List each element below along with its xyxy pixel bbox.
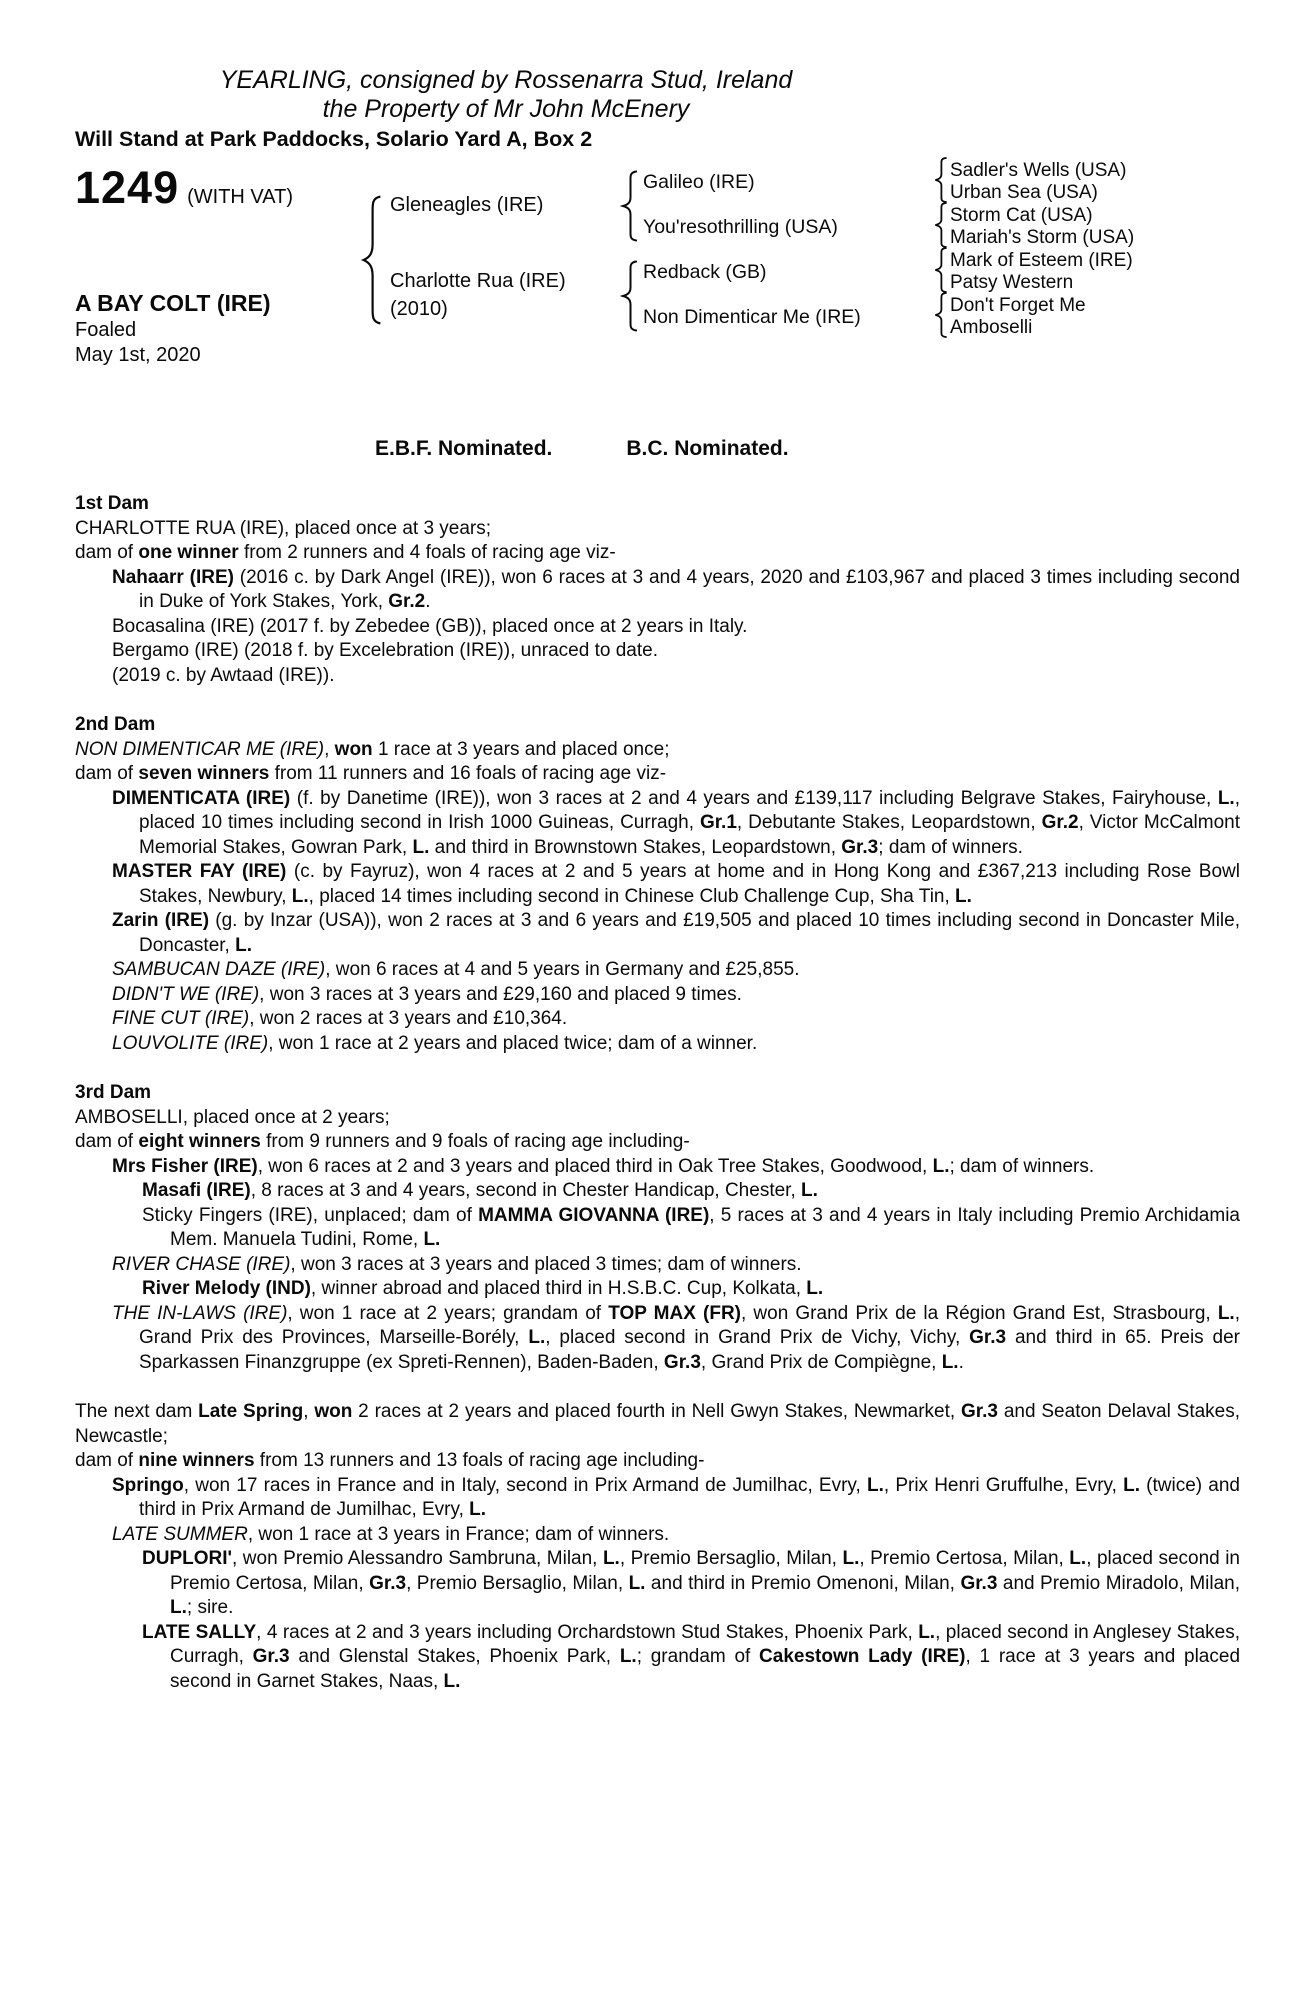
text-run: , placed second in Premio Certosa, Milan, <box>170 1548 1240 1594</box>
catalogue-paragraph <box>75 787 1240 861</box>
text-run: from 11 runners and 16 foals of racing age viz- <box>269 763 667 784</box>
catalogue-paragraph <box>75 541 1240 566</box>
text-run: , winner abroad and placed third in H.S.B.C. Cup, Kolkata, <box>310 1278 807 1299</box>
text-run: Gr.1 <box>699 812 737 833</box>
text-run: ; dam of winners. <box>949 1155 1095 1177</box>
text-run: , Debutante Stakes, Leopardstown, <box>736 812 1042 833</box>
text-run: , Victor McCalmont Memorial Stakes, Gowran Park, <box>139 812 1240 858</box>
text-run: Gr.3 <box>961 1401 999 1422</box>
lot-description: A BAY COLT (IRE) <box>75 290 271 316</box>
pedigree-sire-dam: You'resothrilling (USA) <box>643 216 838 238</box>
text-run: ; grandam of <box>636 1646 760 1667</box>
pedigree-brace <box>620 170 640 242</box>
text-run: . <box>958 1351 964 1373</box>
text-run: L. <box>628 1572 646 1594</box>
catalogue-paragraph <box>75 1007 1240 1032</box>
catalogue-paragraph <box>75 615 1240 640</box>
catalogue-paragraph <box>75 860 1240 909</box>
pedigree-brace <box>933 292 949 338</box>
pedigree-dam: Charlotte Rua (IRE) <box>390 270 566 292</box>
text-run: from 9 runners and 9 foals of racing age including- <box>260 1131 690 1152</box>
text-run: ; sire. <box>186 1597 234 1618</box>
catalogue-paragraph <box>75 1523 1240 1548</box>
text-run: NON DIMENTICAR ME (IRE) <box>75 738 325 760</box>
text-run: MAMMA GIOVANNA (IRE) <box>478 1204 710 1226</box>
catalogue-paragraph <box>75 1130 1240 1155</box>
catalogue-paragraph <box>75 1253 1240 1278</box>
text-run: L. <box>955 885 972 907</box>
text-run: The next dam <box>75 1401 199 1422</box>
pedigree-g3-2: Urban Sea (USA) <box>950 182 1098 203</box>
pedigree-g3-4: Mariah's Storm (USA) <box>950 227 1135 248</box>
bc-nomination: B.C. Nominated. <box>626 437 789 460</box>
text-run: L. <box>918 1621 936 1643</box>
text-run: , won 3 races at 3 years and £29,160 and placed 9 times. <box>259 983 742 1005</box>
text-run: , won 1 race at 2 years and placed twice; dam of a winner. <box>268 1032 758 1054</box>
text-run: (g. by Inzar (USA)), won 2 races at 3 and 6 years and £19,505 and placed 10 times including second in Doncaster Mile, Doncaster, <box>139 910 1240 956</box>
text-run: Cakestown Lady (IRE) <box>759 1646 966 1667</box>
text-run: FINE CUT (IRE) <box>112 1008 250 1029</box>
text-run: Gr.3 <box>252 1646 290 1667</box>
text-run: , <box>324 738 335 760</box>
pedigree-g3-3: Storm Cat (USA) <box>950 205 1093 226</box>
catalogue-paragraph <box>75 1302 1240 1376</box>
text-run: L. <box>932 1155 950 1177</box>
stand-location: Will Stand at Park Paddocks, Solario Yard A, Box 2 <box>75 127 593 151</box>
text-run: River Melody (IND) <box>142 1278 311 1299</box>
text-run: from 13 runners and 13 foals of racing age including- <box>254 1450 705 1471</box>
catalogue-paragraph <box>75 1400 1240 1449</box>
text-run: dam of <box>75 763 139 784</box>
text-run: LOUVOLITE (IRE) <box>112 1032 269 1054</box>
text-run: , won 3 races at 3 years and placed 3 times; dam of winners. <box>290 1253 802 1275</box>
text-run: TOP MAX (FR) <box>608 1302 742 1324</box>
text-run: Gr.2 <box>1041 812 1079 833</box>
text-run: , won 2 races at 3 years and £10,364. <box>249 1008 568 1029</box>
text-run: L. <box>235 934 252 956</box>
dam-section <box>75 492 1240 688</box>
text-run: , won 17 races in France and in Italy, second in Prix Armand de Jumilhac, Evry, <box>183 1474 867 1496</box>
text-run: SAMBUCAN DAZE (IRE) <box>112 959 326 980</box>
text-run: and Seaton Delaval Stakes, Newcastle; <box>75 1401 1241 1447</box>
text-run: Zarin (IRE) <box>112 910 210 931</box>
text-run: Gr.3 <box>663 1351 701 1373</box>
pedigree-g3-8: Amboselli <box>950 317 1033 338</box>
text-run: Gr.2 <box>388 591 426 612</box>
dam-section-heading: 1st Dam <box>75 493 149 514</box>
text-run: and Premio Miradolo, Milan, <box>997 1572 1241 1594</box>
pedigree-dam-dam: Non Dimenticar Me (IRE) <box>643 306 861 328</box>
text-run: , placed 14 times including second in Chinese Club Challenge Cup, Sha Tin, <box>308 885 956 907</box>
text-run: , Prix Henri Gruffulhe, Evry, <box>883 1474 1124 1496</box>
text-run: (c. by Fayruz), won 4 races at 2 and 5 years at home and in Hong Kong and £367,213 including Rose Bowl Stakes, Newbury, <box>139 861 1240 907</box>
catalogue-paragraph <box>75 1547 1240 1621</box>
text-run: Nahaarr (IRE) <box>112 566 234 588</box>
catalogue-paragraph <box>75 1204 1240 1253</box>
text-run: LATE SUMMER <box>112 1523 248 1545</box>
text-run: RIVER CHASE (IRE) <box>112 1253 291 1275</box>
text-run: Late Spring <box>198 1401 304 1422</box>
text-run: Masafi (IRE) <box>142 1180 251 1201</box>
text-run: L. <box>170 1597 187 1618</box>
text-run: , Premio Bersaglio, Milan, <box>619 1548 843 1569</box>
text-run: , won 1 race at 2 years; grandam of <box>287 1302 609 1324</box>
text-run: , won 6 races at 4 and 5 years in Germany and £25,855. <box>325 959 800 980</box>
text-run: eight winners <box>138 1131 261 1152</box>
lot-line <box>75 162 293 214</box>
pedigree-chart <box>75 152 1245 380</box>
text-run: dam of <box>75 1450 139 1471</box>
pedigree-sire-sire: Galileo (IRE) <box>643 171 755 193</box>
dam-section-heading: 2nd Dam <box>75 714 156 735</box>
nominations-row <box>375 436 1314 462</box>
catalogue-paragraph <box>75 517 1240 542</box>
text-run: L. <box>423 1229 441 1250</box>
text-run: L. <box>412 836 430 858</box>
text-run: , won 6 races at 2 and 3 years and placed third in Oak Tree Stakes, Goodwood, <box>257 1155 933 1177</box>
text-run: L. <box>1217 1302 1235 1324</box>
text-run: and third in Brownstown Stakes, Leopardstown, <box>429 836 842 858</box>
text-run: L. <box>806 1278 824 1299</box>
text-run: , Premio Certosa, Milan, <box>859 1548 1070 1569</box>
text-run: L. <box>602 1548 620 1569</box>
text-run: , won Premio Alessandro Sambruna, Milan, <box>232 1548 603 1569</box>
text-run: AMBOSELLI, placed once at 2 years; <box>75 1106 390 1128</box>
text-run: CHARLOTTE RUA (IRE), placed once at 3 years; <box>75 517 492 539</box>
ebf-nomination: E.B.F. Nominated. <box>375 437 553 460</box>
text-run: (2016 c. by Dark Angel (IRE)), won 6 races at 3 and 4 years, 2020 and £103,967 and placed 3 times including second in Duke of York Stakes, York, <box>139 566 1240 612</box>
pedigree-sire: Gleneagles (IRE) <box>390 194 544 216</box>
text-run: (twice) and third in Prix Armand de Jumilhac, Evry, <box>139 1474 1240 1520</box>
property-line: the Property of Mr John McEnery <box>322 95 690 123</box>
catalogue-paragraph <box>75 909 1240 958</box>
catalogue-paragraph <box>75 1474 1240 1523</box>
catalogue-paragraph <box>75 762 1240 787</box>
text-run: DIDN'T WE (IRE) <box>112 983 260 1005</box>
text-run: THE IN-LAWS (IRE) <box>112 1302 288 1324</box>
text-run: , <box>303 1401 315 1422</box>
text-run: Bergamo (IRE) (2018 f. by Excelebration (IRE)), unraced to date. <box>112 640 658 661</box>
pedigree-dam-year: (2010) <box>390 298 448 320</box>
catalogue-paragraph <box>75 566 1240 615</box>
consignment-header <box>75 66 937 124</box>
text-run: , Grand Prix de Compiègne, <box>700 1351 942 1373</box>
text-run: dam of <box>75 542 139 563</box>
foaled-date: May 1st, 2020 <box>75 344 201 366</box>
catalogue-paragraph <box>75 1106 1240 1131</box>
text-run: Bocasalina (IRE) (2017 f. by Zebedee (GB)), placed once at 2 years in Italy. <box>112 615 748 637</box>
text-run: L. <box>801 1180 818 1201</box>
catalogue-paragraph <box>75 1179 1240 1204</box>
pedigree-brace <box>933 157 949 203</box>
catalogue-paragraph <box>75 738 1240 763</box>
text-run: , placed 10 times including second in Irish 1000 Guineas, Curragh, <box>139 787 1240 833</box>
text-run: , placed second in Anglesey Stakes, Curragh, <box>170 1621 1240 1667</box>
text-run: , 8 races at 3 and 4 years, second in Chester Handicap, Chester, <box>250 1180 801 1201</box>
pedigree-brace <box>933 202 949 248</box>
catalogue-paragraph <box>75 1277 1240 1302</box>
pedigree-brace <box>620 260 640 332</box>
catalogue-paragraph <box>75 664 1240 689</box>
pedigree-g3-6: Patsy Western <box>950 272 1074 293</box>
pedigree-dam-sire: Redback (GB) <box>643 261 767 283</box>
text-run: MASTER FAY (IRE) <box>112 861 287 882</box>
text-run: , won 1 race at 3 years in France; dam of winners. <box>247 1523 670 1545</box>
text-run: (f. by Danetime (IRE)), won 3 races at 2 and 4 years and £139,117 including Belgrave Stakes, Fairyhouse, <box>290 787 1218 809</box>
text-run: Gr.3 <box>841 836 879 858</box>
dam-section <box>75 1400 1240 1694</box>
text-run: Gr.3 <box>369 1572 407 1594</box>
catalogue-paragraph <box>75 1032 1240 1057</box>
text-run: nine winners <box>138 1450 255 1471</box>
text-run: DUPLORI' <box>142 1548 233 1569</box>
pedigree-brace <box>360 194 384 326</box>
text-run: , 5 races at 3 and 4 years in Italy including Premio Archidamia Mem. Manuela Tudini, Rome, <box>170 1204 1240 1250</box>
text-run: , placed second in Grand Prix de Vichy, Vichy, <box>545 1327 970 1348</box>
text-run: DIMENTICATA (IRE) <box>112 787 291 809</box>
pedigree-g3-1: Sadler's Wells (USA) <box>950 160 1127 181</box>
text-run: L. <box>866 1474 884 1496</box>
text-run: L. <box>528 1327 546 1348</box>
dam-section-heading: 3rd Dam <box>75 1082 152 1103</box>
text-run: , won Grand Prix de la Région Grand Est, Strasbourg, <box>741 1302 1218 1324</box>
catalogue-paragraph <box>75 1449 1240 1474</box>
text-run: L. <box>941 1351 959 1373</box>
text-run: L. <box>842 1548 860 1569</box>
text-run: 1 race at 3 years and placed once; <box>372 738 670 760</box>
text-run: L. <box>1069 1548 1087 1569</box>
text-run: 2 races at 2 years and placed fourth in Nell Gwyn Stakes, Newmarket, <box>352 1401 962 1422</box>
pedigree-sections <box>75 492 1240 1694</box>
text-run: and third in Premio Omenoni, Milan, <box>645 1572 961 1594</box>
text-run: and third in 65. Preis der Sparkassen Finanzgruppe (ex Spreti-Rennen), Baden-Baden, <box>139 1327 1241 1373</box>
text-run: L. <box>443 1670 461 1692</box>
text-run: won <box>314 1401 353 1422</box>
text-run: won <box>334 738 373 760</box>
text-run: L. <box>1217 787 1235 809</box>
text-run: from 2 runners and 4 foals of racing age viz- <box>238 542 616 563</box>
text-run: Gr.3 <box>960 1572 998 1594</box>
dam-section <box>75 713 1240 1056</box>
text-run: L. <box>1123 1474 1140 1496</box>
text-run: (2019 c. by Awtaad (IRE)). <box>112 664 335 686</box>
text-run: one winner <box>138 542 239 563</box>
text-run: L. <box>291 885 309 907</box>
catalogue-paragraph <box>75 958 1240 983</box>
text-run: and Glenstal Stakes, Phoenix Park, <box>289 1646 620 1667</box>
text-run: dam of <box>75 1131 139 1152</box>
catalogue-paragraph <box>75 1621 1240 1695</box>
lot-number: 1249 <box>75 162 180 213</box>
text-run: Mrs Fisher (IRE) <box>112 1155 258 1177</box>
catalogue-paragraph <box>75 1155 1240 1180</box>
catalogue-paragraph <box>75 983 1240 1008</box>
text-run: ; dam of winners. <box>878 836 1023 858</box>
text-run: , Premio Bersaglio, Milan, <box>406 1572 629 1594</box>
text-run: , 1 race at 3 years and placed second in Garnet Stakes, Naas, <box>170 1646 1241 1692</box>
text-run: . <box>425 591 431 612</box>
catalogue-paragraph <box>75 639 1240 664</box>
text-run: L. <box>619 1646 637 1667</box>
foaled-label: Foaled <box>75 319 137 341</box>
text-run: seven winners <box>138 763 270 784</box>
text-run: , 4 races at 2 and 3 years including Orchardstown Stud Stakes, Phoenix Park, <box>256 1621 919 1643</box>
pedigree-g3-5: Mark of Esteem (IRE) <box>950 250 1133 271</box>
pedigree-g3-7: Don't Forget Me <box>950 295 1086 316</box>
text-run: , Grand Prix des Provinces, Marseille-Borély, <box>139 1302 1240 1348</box>
dam-section <box>75 1081 1240 1375</box>
text-run: Sticky Fingers (IRE), unplaced; dam of <box>142 1204 479 1226</box>
text-run: L. <box>469 1499 487 1520</box>
text-run: Springo <box>112 1474 184 1496</box>
consignor-line: YEARLING, consigned by Rossenarra Stud, Ireland <box>219 66 793 94</box>
text-run: Gr.3 <box>969 1327 1007 1348</box>
text-run: LATE SALLY <box>142 1621 257 1643</box>
pedigree-brace <box>933 247 949 293</box>
vat-note: (WITH VAT) <box>187 186 294 208</box>
